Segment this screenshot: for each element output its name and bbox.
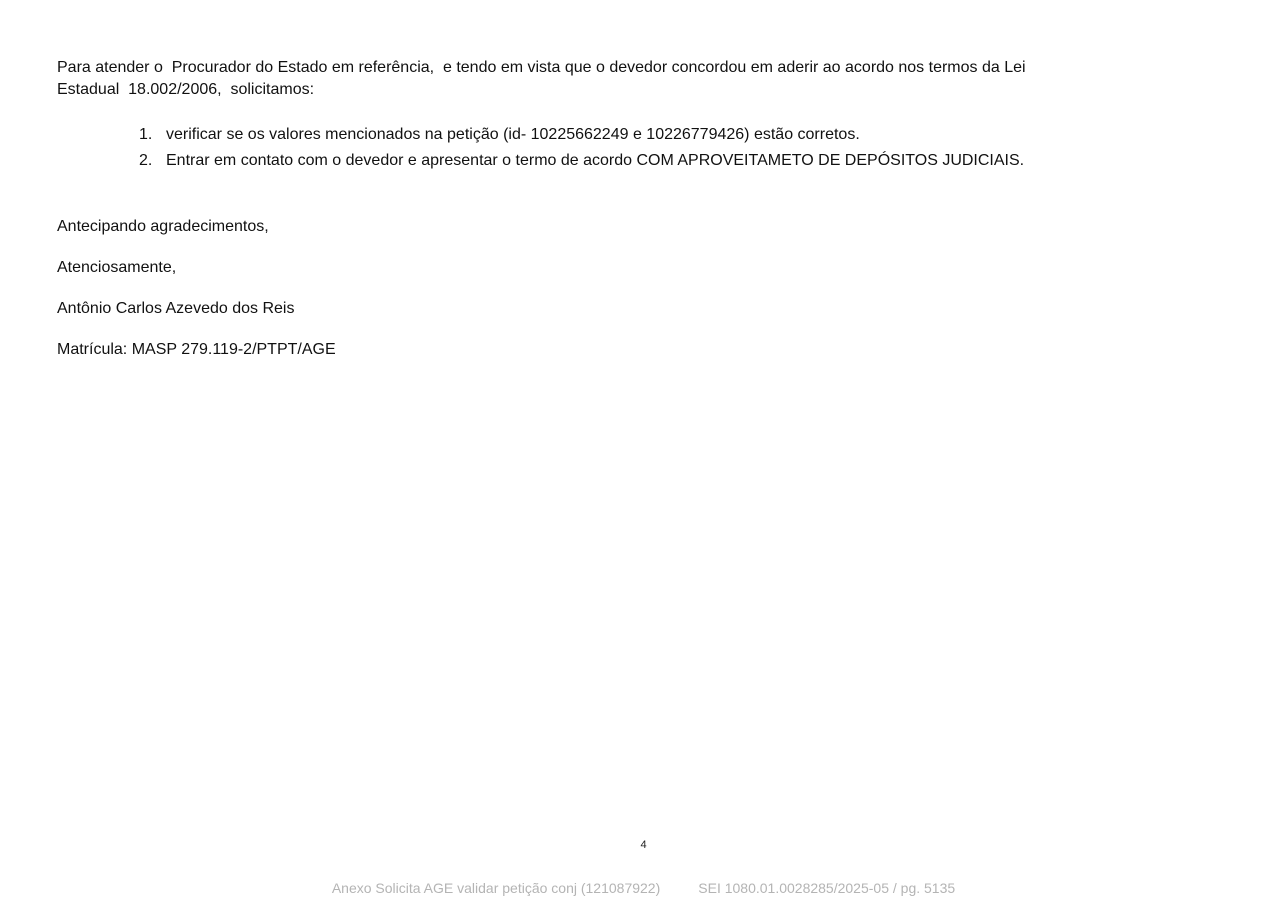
footer-attachment-label: Anexo Solicita AGE validar petição conj (121087922) (331, 880, 661, 896)
footer-process-reference: SEI 1080.01.0028285/2025-05 / pg. 5135 (698, 880, 956, 896)
registration-number: Matrícula: MASP 279.119-2/PTPT/AGE (57, 341, 336, 358)
request-list (139, 122, 1024, 174)
page-number: 4 (640, 839, 647, 851)
signer-name: Antônio Carlos Azevedo dos Reis (57, 300, 295, 317)
list-item (139, 148, 1024, 174)
list-item-text: Entrar em contato com o devedor e apresentar o termo de acordo COM APROVEITAMETO DE DEPÓSITOS JUDICIAIS. (166, 152, 1025, 169)
intro-paragraph: Para atender o Procurador do Estado em referência, e tendo em vista que o devedor concordou em aderir ao acordo nos termos da Lei Estadual 18.002/2006, solicitamos: (57, 59, 1026, 98)
list-item (139, 122, 1024, 148)
salutation-line: Atenciosamente, (57, 259, 177, 276)
list-item-number: 1. (139, 126, 153, 143)
closing-line: Antecipando agradecimentos, (57, 218, 269, 235)
list-item-number: 2. (139, 152, 153, 169)
list-item-text: verificar se os valores mencionados na petição (id- 10225662249 e 10226779426) estão corretos. (166, 126, 860, 143)
footer (0, 879, 1287, 897)
